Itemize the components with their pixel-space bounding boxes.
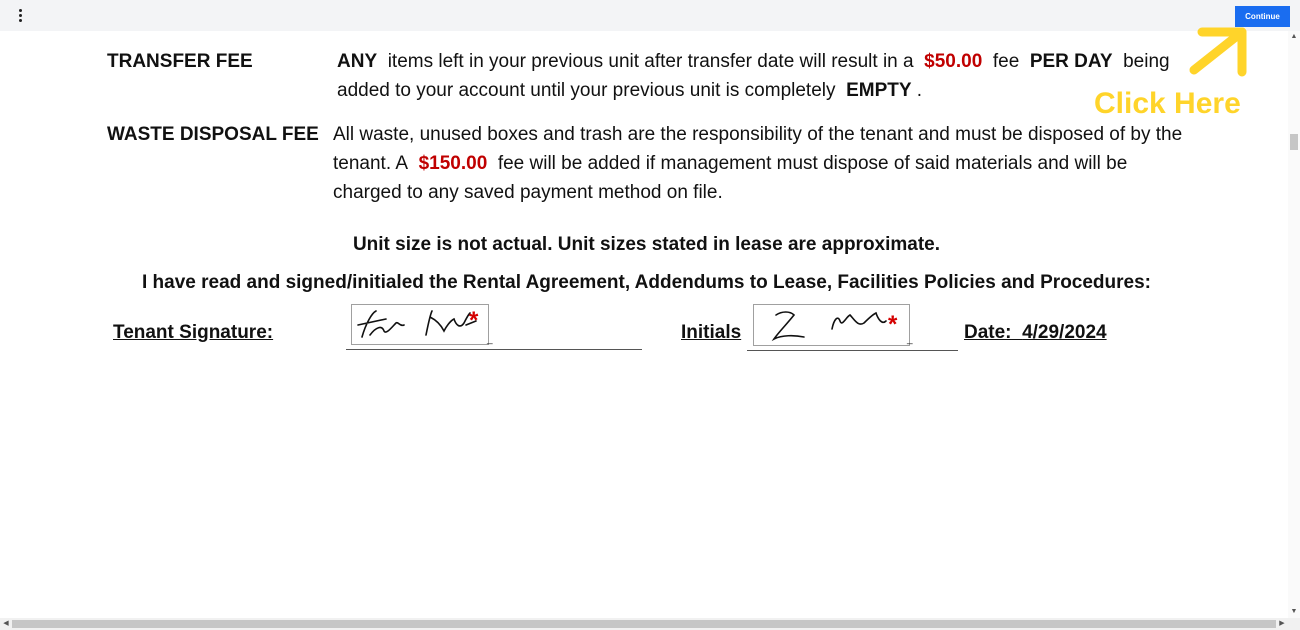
per-day-text: PER DAY — [1029, 51, 1113, 72]
tenant-signature-field[interactable] — [351, 304, 489, 345]
date-value: 4/29/2024 — [1022, 322, 1107, 343]
kebab-vertical-icon[interactable] — [13, 9, 27, 23]
initials-image — [754, 305, 909, 345]
arrow-up-right-icon — [1180, 24, 1260, 84]
tenant-signature-line — [346, 349, 642, 350]
scroll-right-icon[interactable]: ▶ — [1279, 620, 1285, 627]
transfer-fee-label: TRANSFER FEE — [107, 51, 253, 72]
transfer-text-4: added to your account until your previous unit is completely — [337, 80, 836, 101]
transfer-text-3: being — [1123, 51, 1170, 72]
unit-size-notice: Unit size is not actual. Unit sizes stated in lease are approximate. — [352, 234, 941, 255]
vertical-scroll-thumb[interactable] — [1290, 134, 1298, 150]
scroll-left-icon[interactable]: ◀ — [3, 620, 9, 627]
initials-line — [747, 350, 958, 351]
empty-text: EMPTY — [846, 80, 912, 101]
acknowledgement-text: I have read and signed/initialed the Rental Agreement, Addendums to Lease, Facilities Policies and Procedures: — [141, 272, 1152, 293]
initials-required-mark: * — [888, 311, 898, 338]
transfer-text-1: items left in your previous unit after transfer date will result in a — [387, 51, 914, 72]
scroll-up-icon[interactable]: ▲ — [1290, 33, 1298, 40]
transfer-text-2: fee — [992, 51, 1020, 72]
transfer-fee-line-2 — [337, 80, 922, 102]
top-toolbar — [0, 0, 1300, 31]
underscore-mark: _ — [907, 334, 913, 345]
initials-field[interactable] — [753, 304, 910, 346]
tenant-signature-label: Tenant Signature: — [113, 322, 274, 343]
scroll-down-icon[interactable]: ▼ — [1290, 608, 1298, 615]
horizontal-scroll-thumb[interactable] — [12, 620, 1276, 628]
transfer-end: . — [916, 80, 923, 101]
click-here-callout: Click Here — [1094, 87, 1241, 120]
vertical-scrollbar[interactable] — [1288, 31, 1300, 618]
continue-button[interactable]: Continue — [1235, 6, 1290, 27]
date-field — [964, 322, 1107, 344]
waste-text-2a: tenant. A — [333, 153, 409, 174]
waste-disposal-fee-label: WASTE DISPOSAL FEE — [107, 124, 319, 145]
transfer-fee-line-1 — [337, 51, 1170, 73]
waste-text-2b: fee will be added if management must dispose of said materials and will be — [497, 153, 1128, 174]
any-text: ANY — [337, 51, 378, 72]
waste-fee-line-3: charged to any saved payment method on file. — [333, 182, 723, 203]
tenant-signature-required-mark: * — [469, 307, 479, 334]
transfer-fee-amount: $50.00 — [924, 51, 983, 72]
waste-fee-amount: $150.00 — [418, 153, 488, 174]
horizontal-scrollbar[interactable] — [0, 618, 1300, 630]
date-label: Date: — [964, 322, 1012, 343]
signature-image — [352, 305, 488, 344]
underscore-mark: _ — [487, 334, 493, 345]
waste-fee-line-2 — [333, 153, 1127, 175]
waste-fee-line-1: All waste, unused boxes and trash are the responsibility of the tenant and must be disposed of by the — [333, 124, 1183, 145]
initials-label: Initials — [681, 322, 742, 343]
